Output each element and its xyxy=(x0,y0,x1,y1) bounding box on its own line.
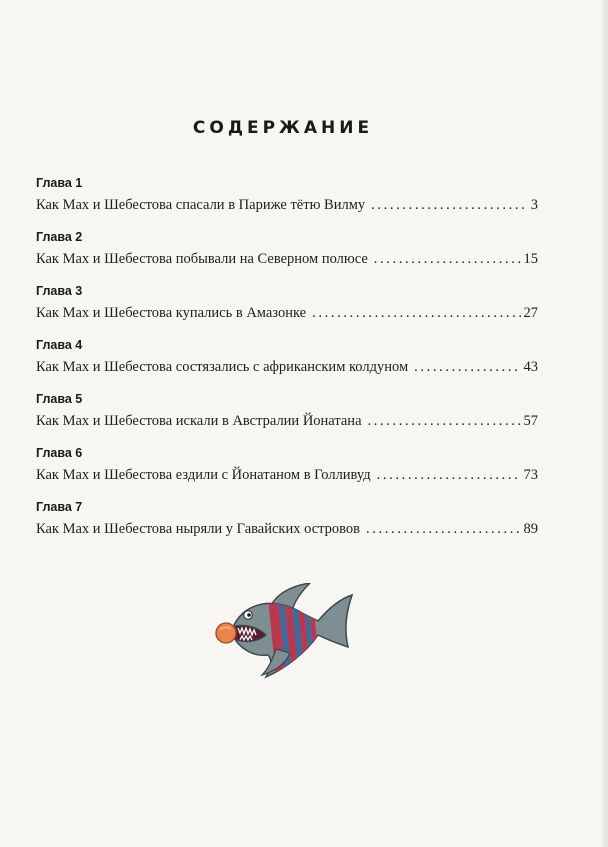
toc-entry-2[interactable] xyxy=(36,230,538,284)
toc-line xyxy=(36,304,538,322)
toc-entry-6[interactable] xyxy=(36,446,538,500)
chapter-label: Глава 2 xyxy=(36,230,83,244)
toc-line xyxy=(36,250,538,268)
page-title: СОДЕРЖАНИЕ xyxy=(192,118,374,138)
chapter-title: Как Мах и Шебестова спасали в Париже тётю Вилму xyxy=(36,197,366,213)
toc-line xyxy=(36,466,538,484)
dot-leader xyxy=(377,466,521,484)
toc-line xyxy=(36,520,538,538)
table-of-contents xyxy=(36,176,538,554)
page-number: 15 xyxy=(523,251,538,267)
toc-line xyxy=(36,358,538,376)
chapter-label: Глава 1 xyxy=(36,176,83,190)
page-number: 89 xyxy=(523,521,538,537)
chapter-title: Как Мах и Шебестова купались в Амазонке xyxy=(36,305,307,321)
page-number: 43 xyxy=(523,359,538,375)
chapter-title: Как Мах и Шебестова ныряли у Гавайских островов xyxy=(36,521,361,537)
chapter-label: Глава 3 xyxy=(36,284,83,298)
page-edge xyxy=(602,0,608,847)
dot-leader xyxy=(371,196,528,214)
chapter-title: Как Мах и Шебестова искали в Австралии Йонатана xyxy=(36,413,362,429)
dot-leader xyxy=(366,520,520,538)
toc-entry-7[interactable] xyxy=(36,500,538,554)
chapter-label: Глава 7 xyxy=(36,500,83,514)
chapter-title: Как Мах и Шебестова побывали на Северном полюсе xyxy=(36,251,368,267)
dot-leader xyxy=(368,412,521,430)
toc-entry-3[interactable] xyxy=(36,284,538,338)
dot-leader xyxy=(312,304,520,322)
dot-leader xyxy=(414,358,520,376)
page-number: 27 xyxy=(523,305,538,321)
toc-line xyxy=(36,412,538,430)
toc-entry-4[interactable] xyxy=(36,338,538,392)
chapter-label: Глава 5 xyxy=(36,392,83,406)
striped-fish-with-ball-icon xyxy=(206,583,356,693)
toc-entry-1[interactable] xyxy=(36,176,538,230)
chapter-title: Как Мах и Шебестова ездили с Йонатаном в Голливуд xyxy=(36,467,371,483)
chapter-label: Глава 6 xyxy=(36,446,83,460)
toc-entry-5[interactable] xyxy=(36,392,538,446)
page-number: 57 xyxy=(523,413,538,429)
page-number: 73 xyxy=(523,467,538,483)
toc-line xyxy=(36,196,538,214)
dot-leader xyxy=(374,250,521,268)
chapter-label: Глава 4 xyxy=(36,338,83,352)
chapter-title: Как Мах и Шебестова состязались с африканским колдуном xyxy=(36,359,409,375)
page-number: 3 xyxy=(530,197,538,213)
